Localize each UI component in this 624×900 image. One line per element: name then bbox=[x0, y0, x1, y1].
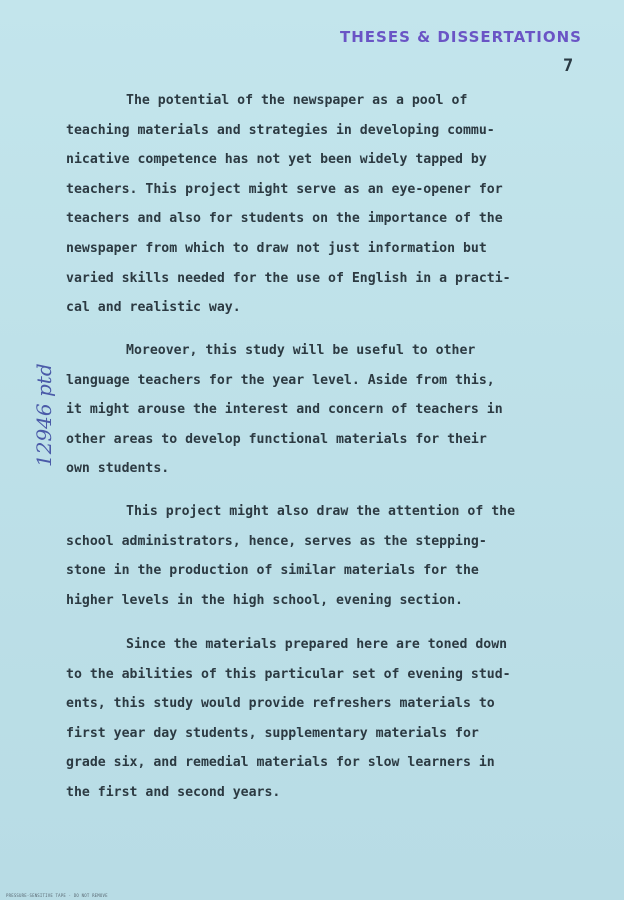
paragraph-1 bbox=[66, 86, 566, 323]
text-line: to the abilities of this particular set of evening stud- bbox=[66, 666, 511, 682]
text-line: cal and realistic way. bbox=[66, 300, 241, 316]
text-line: Since the materials prepared here are toned down bbox=[126, 637, 508, 652]
paragraph-3 bbox=[66, 497, 566, 615]
paragraph-2 bbox=[66, 336, 566, 484]
paragraph-4 bbox=[66, 630, 566, 808]
text-line: other areas to develop functional materials for their bbox=[66, 431, 487, 447]
text-line: language teachers for the year level. Aside from this, bbox=[66, 372, 495, 388]
page-number: 7 bbox=[563, 56, 574, 76]
theses-dissertations-stamp: THESES & DISSERTATIONS bbox=[340, 28, 582, 46]
scan-footer-text: PRESSURE-SENSITIVE TAPE · DO NOT REMOVE bbox=[6, 893, 108, 898]
text-line: own students. bbox=[66, 461, 170, 477]
text-line: ents, this study would provide refreshers materials to bbox=[66, 696, 495, 712]
text-line: varied skills needed for the use of English in a practi- bbox=[66, 270, 511, 286]
text-line: This project might also draw the attention of the bbox=[126, 504, 516, 519]
text-line: the first and second years. bbox=[66, 784, 281, 800]
text-line: grade six, and remedial materials for slow learners in bbox=[66, 755, 495, 771]
text-line: Moreover, this study will be useful to other bbox=[126, 343, 476, 358]
text-line: higher levels in the high school, evening section. bbox=[66, 592, 463, 608]
text-line: teachers. This project might serve as an eye-opener for bbox=[66, 181, 503, 197]
text-line: nicative competence has not yet been widely tapped by bbox=[66, 152, 487, 168]
text-line: teaching materials and strategies in developing commu- bbox=[66, 122, 495, 138]
text-line: school administrators, hence, serves as the stepping- bbox=[66, 533, 487, 549]
text-line: first year day students, supplementary materials for bbox=[66, 725, 479, 741]
text-line: teachers and also for students on the importance of the bbox=[66, 211, 503, 227]
text-line: newspaper from which to draw not just information but bbox=[66, 240, 487, 256]
handwritten-margin-note: 12946 ptd bbox=[32, 363, 56, 467]
text-line: The potential of the newspaper as a pool of bbox=[126, 93, 468, 108]
text-line: stone in the production of similar materials for the bbox=[66, 563, 479, 579]
text-line: it might arouse the interest and concern of teachers in bbox=[66, 402, 503, 418]
